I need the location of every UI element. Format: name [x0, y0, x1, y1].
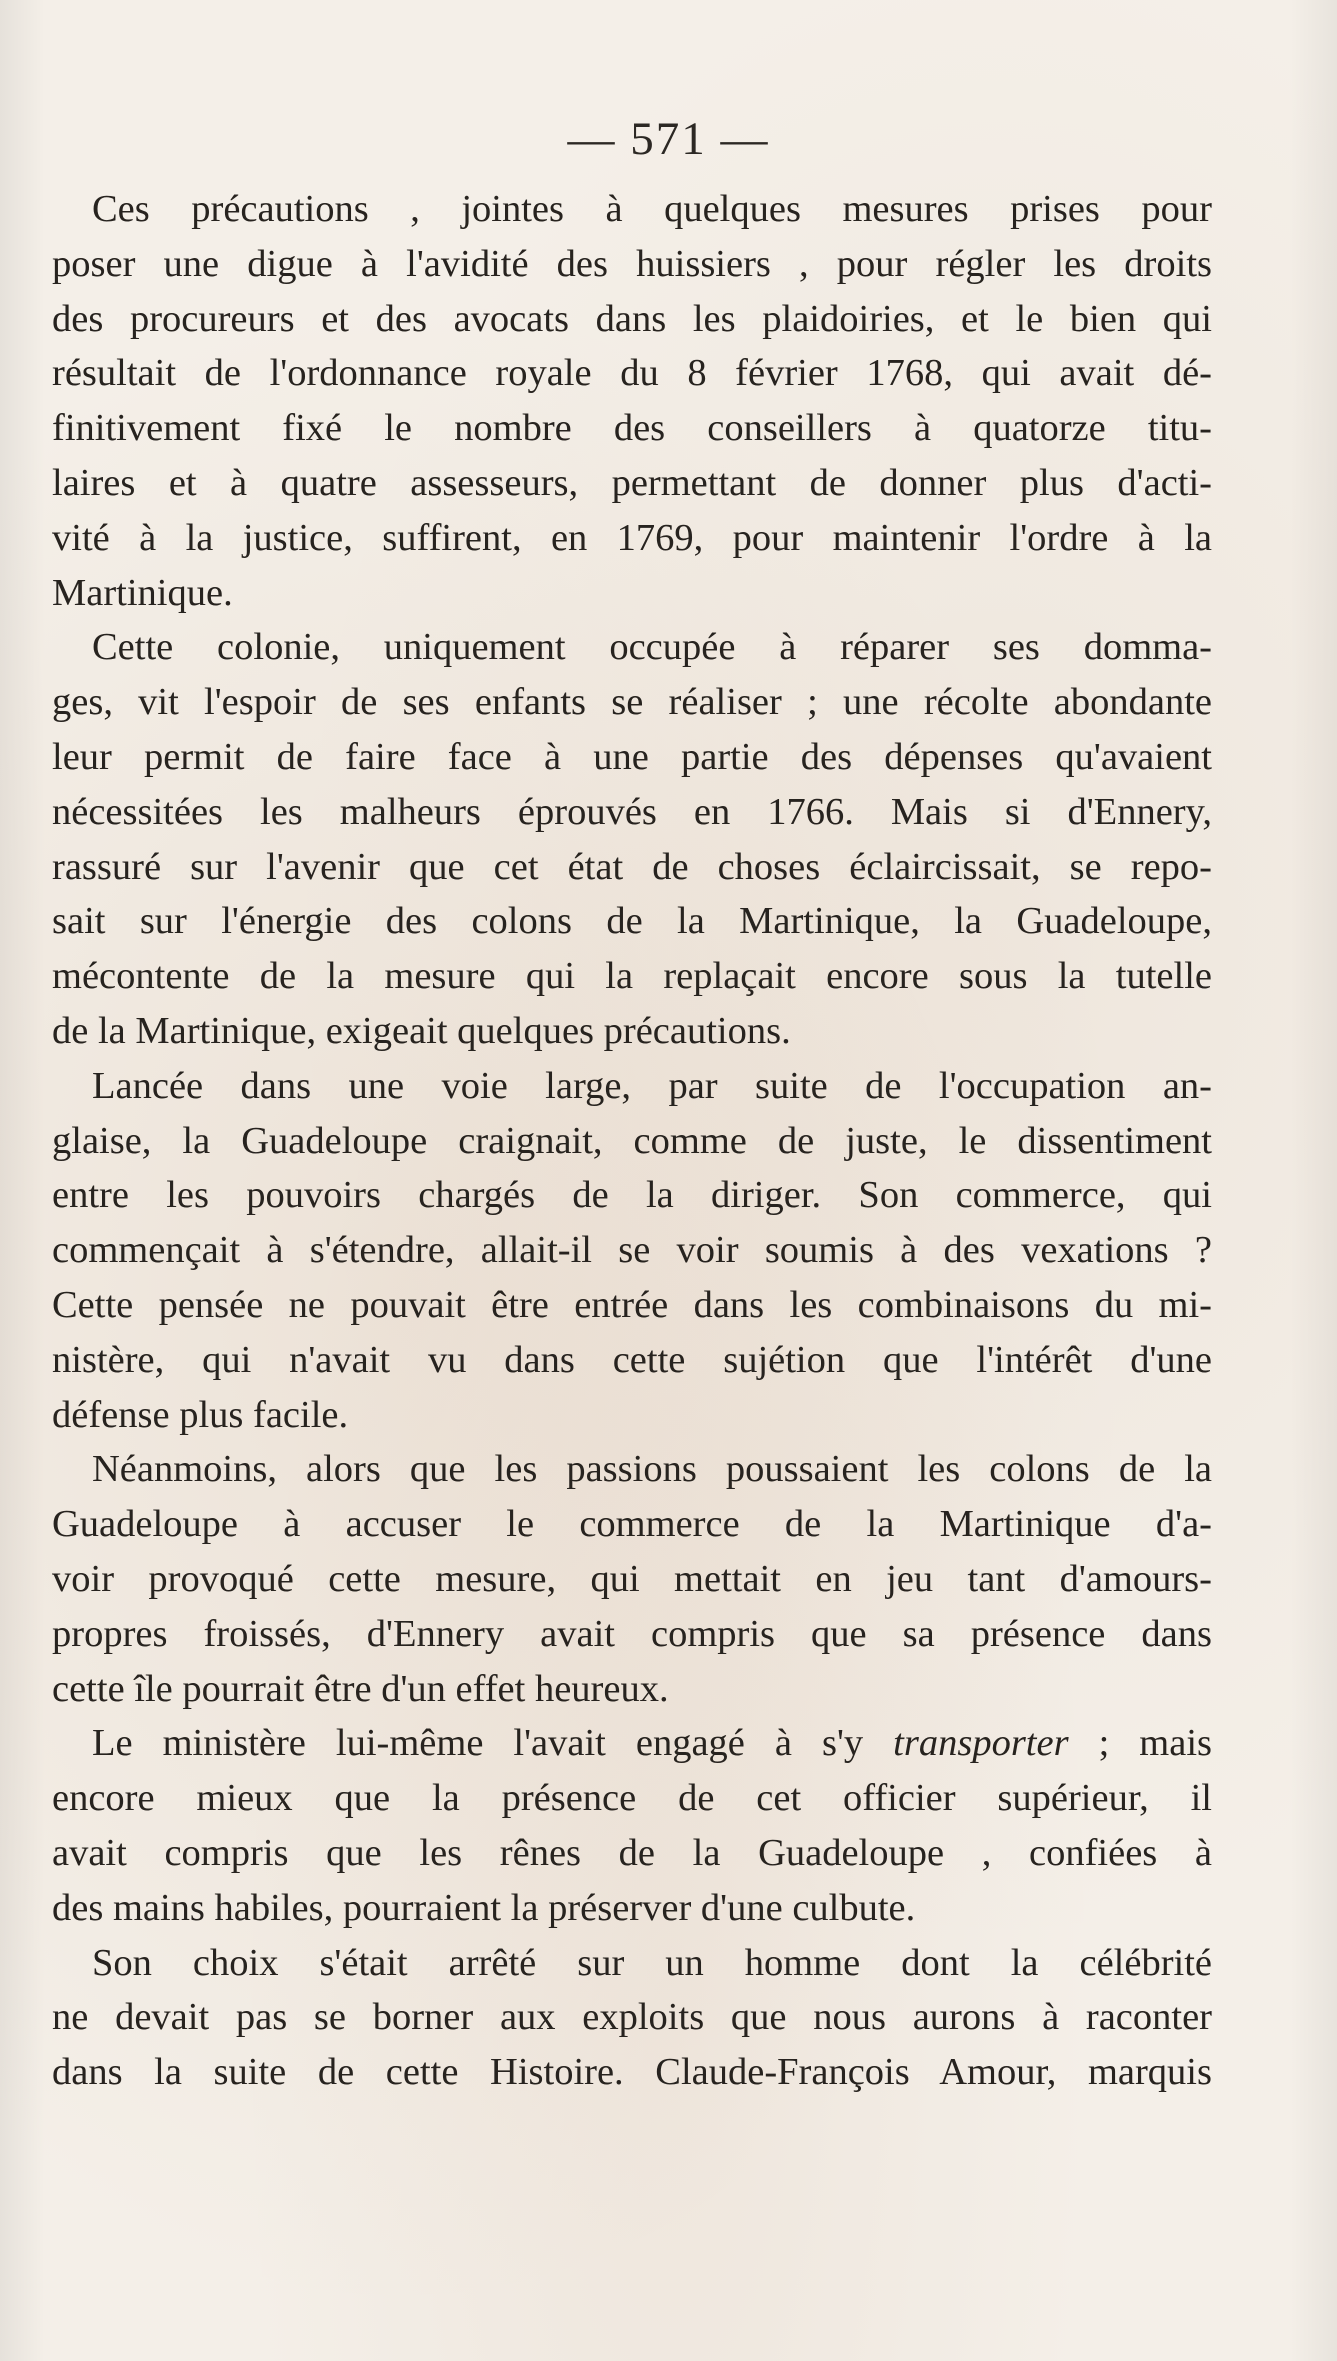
- paragraph-5: [52, 1716, 1212, 1935]
- text-line: propres froissés, d'Ennery avait compris que sa présence dans: [52, 1612, 1212, 1655]
- text-line: des mains habiles, pourraient la préserver d'une culbute.: [52, 1886, 916, 1929]
- text-line: de la Martinique, exigeait quelques précautions.: [52, 1009, 791, 1052]
- text-line: Lancée dans une voie large, par suite de l'occupation an-: [92, 1064, 1212, 1107]
- text-line: Guadeloupe à accuser le commerce de la Martinique d'a-: [52, 1503, 1212, 1546]
- text-line: voir provoqué cette mesure, qui mettait en jeu tant d'amours-: [52, 1557, 1212, 1600]
- text-line: finitivement fixé le nombre des conseillers à quatorze titu-: [52, 407, 1212, 450]
- text-line: des procureurs et des avocats dans les plaidoiries, et le bien qui: [52, 297, 1212, 340]
- text-line: nistère, qui n'avait vu dans cette sujétion que l'intérêt d'une: [52, 1338, 1212, 1381]
- text-line: Cette colonie, uniquement occupée à réparer ses domma-: [92, 626, 1212, 669]
- text-line: défense plus facile.: [52, 1393, 349, 1436]
- text-line: leur permit de faire face à une partie des dépenses qu'avaient: [52, 735, 1212, 778]
- page-text: [52, 182, 1212, 2100]
- text-line: laires et à quatre assesseurs, permettant de donner plus d'acti-: [52, 461, 1212, 504]
- text-line: vité à la justice, suffirent, en 1769, pour maintenir l'ordre à la: [52, 516, 1212, 559]
- text-segment: ; mais: [1068, 1722, 1212, 1765]
- paragraph-6: [52, 1936, 1212, 2100]
- text-line: ne devait pas se borner aux exploits que nous aurons à raconter: [52, 1996, 1212, 2039]
- text-line: glaise, la Guadeloupe craignait, comme de juste, le dissentiment: [52, 1119, 1212, 1162]
- text-line: entre les pouvoirs chargés de la diriger. Son commerce, qui: [52, 1174, 1212, 1217]
- text-line: commençait à s'étendre, allait-il se voir soumis à des vexations ?: [52, 1229, 1212, 1272]
- text-line: mécontente de la mesure qui la replaçait encore sous la tutelle: [52, 955, 1212, 998]
- text-line: Cette pensée ne pouvait être entrée dans les combinaisons du mi-: [52, 1283, 1212, 1326]
- text-line: ges, vit l'espoir de ses enfants se réaliser ; une récolte abondante: [52, 681, 1212, 724]
- text-line: Martinique.: [52, 571, 233, 614]
- text-line: cette île pourrait être d'un effet heureux.: [52, 1667, 669, 1710]
- text-line: poser une digue à l'avidité des huissiers , pour régler les droits: [52, 242, 1212, 285]
- text-line: [52, 1716, 1212, 1771]
- text-line: nécessitées les malheurs éprouvés en 1766. Mais si d'Ennery,: [52, 790, 1212, 833]
- italic-word: transporter: [893, 1722, 1069, 1765]
- paragraph-3: [52, 1059, 1212, 1443]
- text-line: avait compris que les rênes de la Guadeloupe , confiées à: [52, 1831, 1212, 1874]
- text-line: dans la suite de cette Histoire. Claude-François Amour, marquis: [52, 2051, 1212, 2094]
- paragraph-1: [52, 182, 1212, 620]
- paragraph-4: [52, 1442, 1212, 1716]
- text-segment: Le ministère lui-même l'avait engagé à s'y: [92, 1722, 894, 1765]
- paragraph-2: [52, 620, 1212, 1058]
- text-line: sait sur l'énergie des colons de la Martinique, la Guadeloupe,: [52, 900, 1212, 943]
- text-line: résultait de l'ordonnance royale du 8 février 1768, qui avait dé-: [52, 352, 1212, 395]
- text-line: Son choix s'était arrêté sur un homme dont la célébrité: [92, 1941, 1212, 1984]
- text-line: Ces précautions , jointes à quelques mesures prises pour: [92, 188, 1212, 230]
- text-line: Néanmoins, alors que les passions poussaient les colons de la: [92, 1448, 1212, 1491]
- text-line: rassuré sur l'avenir que cet état de choses éclaircissait, se repo-: [52, 845, 1212, 888]
- text-line: encore mieux que la présence de cet officier supérieur, il: [52, 1777, 1212, 1820]
- page-number: — 571 —: [567, 113, 770, 165]
